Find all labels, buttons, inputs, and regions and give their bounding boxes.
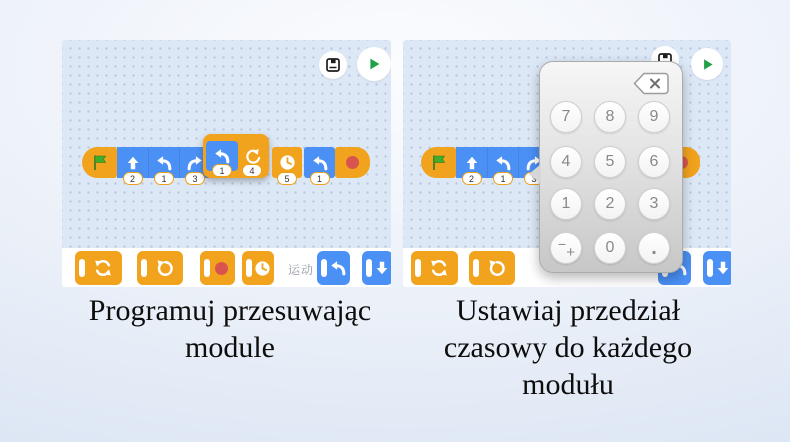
timer-block[interactable] xyxy=(272,147,302,184)
app-screenshot-right xyxy=(403,40,731,287)
turn-left-block[interactable] xyxy=(206,141,238,176)
timer-icon xyxy=(254,260,271,277)
caption-right-line2: czasowy do każdego xyxy=(443,331,693,364)
program-canvas xyxy=(403,40,731,261)
turn-left-icon xyxy=(494,154,512,172)
key-8[interactable]: 8 xyxy=(594,101,626,133)
backspace-key[interactable] xyxy=(632,72,670,95)
palette-turn-left-block[interactable] xyxy=(317,251,350,285)
arrow-down-icon xyxy=(374,260,390,276)
caption-left-line1: Programuj przesuwając xyxy=(88,294,372,327)
minus-sign: − xyxy=(558,236,567,252)
duration-badge[interactable]: 3 xyxy=(524,172,544,185)
turn-left-icon xyxy=(155,154,173,172)
play-icon xyxy=(365,55,383,73)
duration-badge[interactable]: 1 xyxy=(310,172,330,185)
key-6[interactable]: 6 xyxy=(638,146,670,178)
start-flag-icon xyxy=(430,154,447,171)
turn-left-block[interactable] xyxy=(148,147,179,184)
key-1[interactable]: 1 xyxy=(550,188,582,220)
turn-left-block[interactable] xyxy=(487,147,518,184)
rotate-ccw-icon xyxy=(244,148,261,165)
palette-move-down-block[interactable] xyxy=(703,251,731,285)
palette-undo-block[interactable] xyxy=(469,251,515,285)
dragged-block-group[interactable] xyxy=(203,134,269,178)
undo-icon xyxy=(155,259,174,278)
duration-badge[interactable]: 4 xyxy=(242,164,262,177)
turn-right-icon xyxy=(186,154,204,172)
palette-stop-block[interactable] xyxy=(200,251,235,285)
start-block[interactable] xyxy=(421,147,456,178)
start-flag-icon xyxy=(91,154,108,171)
key-7[interactable]: 7 xyxy=(550,101,582,133)
loop-icon xyxy=(93,258,113,278)
duration-keypad xyxy=(539,61,683,273)
key-plus-minus[interactable] xyxy=(550,232,582,264)
save-icon xyxy=(325,57,341,73)
move-up-block[interactable] xyxy=(456,147,487,184)
block-palette xyxy=(62,248,391,287)
arrow-up-icon xyxy=(125,155,141,171)
loop-icon xyxy=(429,258,449,278)
arrow-up-icon xyxy=(464,155,480,171)
program-canvas xyxy=(62,40,391,248)
backspace-icon xyxy=(632,72,670,95)
key-decimal[interactable]: . xyxy=(638,232,670,264)
duration-badge[interactable]: 2 xyxy=(123,172,143,185)
caption-right-line1: Ustawiaj przedział xyxy=(455,294,681,327)
caption-right-line3: modułu xyxy=(522,368,614,401)
caption-left-line2: module xyxy=(185,331,275,364)
key-5[interactable]: 5 xyxy=(594,146,626,178)
plus-sign: + xyxy=(566,244,575,261)
undo-icon xyxy=(487,259,506,278)
stop-dot-icon xyxy=(215,262,228,275)
caption-right xyxy=(350,292,786,403)
turn-left-icon xyxy=(329,259,347,277)
palette-timer-block[interactable] xyxy=(242,251,274,285)
duration-badge[interactable]: 2 xyxy=(462,172,482,185)
palette-loop-block[interactable] xyxy=(75,251,122,285)
duration-badge[interactable]: 1 xyxy=(154,172,174,185)
duration-badge[interactable]: 1 xyxy=(212,164,232,177)
play-button[interactable] xyxy=(691,48,723,80)
keypad-pointer-tail xyxy=(529,164,541,184)
save-button[interactable] xyxy=(319,51,347,79)
palette-undo-block[interactable] xyxy=(137,251,183,285)
key-4[interactable]: 4 xyxy=(550,146,582,178)
palette-loop-block[interactable] xyxy=(411,251,458,285)
rotate-ccw-block[interactable] xyxy=(238,141,266,176)
turn-left-icon xyxy=(311,154,329,172)
turn-left-block[interactable] xyxy=(304,147,335,184)
play-button[interactable] xyxy=(357,47,391,81)
duration-badge[interactable]: 1 xyxy=(493,172,513,185)
key-9[interactable]: 9 xyxy=(638,101,670,133)
stop-block[interactable] xyxy=(335,147,370,178)
palette-move-down-block[interactable] xyxy=(362,251,391,285)
turn-left-icon xyxy=(213,147,231,165)
move-up-block[interactable] xyxy=(117,147,148,184)
play-icon xyxy=(699,56,716,73)
key-2[interactable]: 2 xyxy=(594,188,626,220)
arrow-down-icon xyxy=(715,260,731,276)
duration-badge[interactable]: 3 xyxy=(185,172,205,185)
start-block[interactable] xyxy=(82,147,117,178)
app-screenshot-left xyxy=(62,40,391,287)
motion-category-label: 运动 xyxy=(288,263,315,277)
key-0[interactable]: 0 xyxy=(594,232,626,264)
duration-badge[interactable]: 5 xyxy=(277,172,297,185)
timer-icon xyxy=(279,154,296,171)
key-3[interactable]: 3 xyxy=(638,188,670,220)
stop-dot-icon xyxy=(346,156,359,169)
